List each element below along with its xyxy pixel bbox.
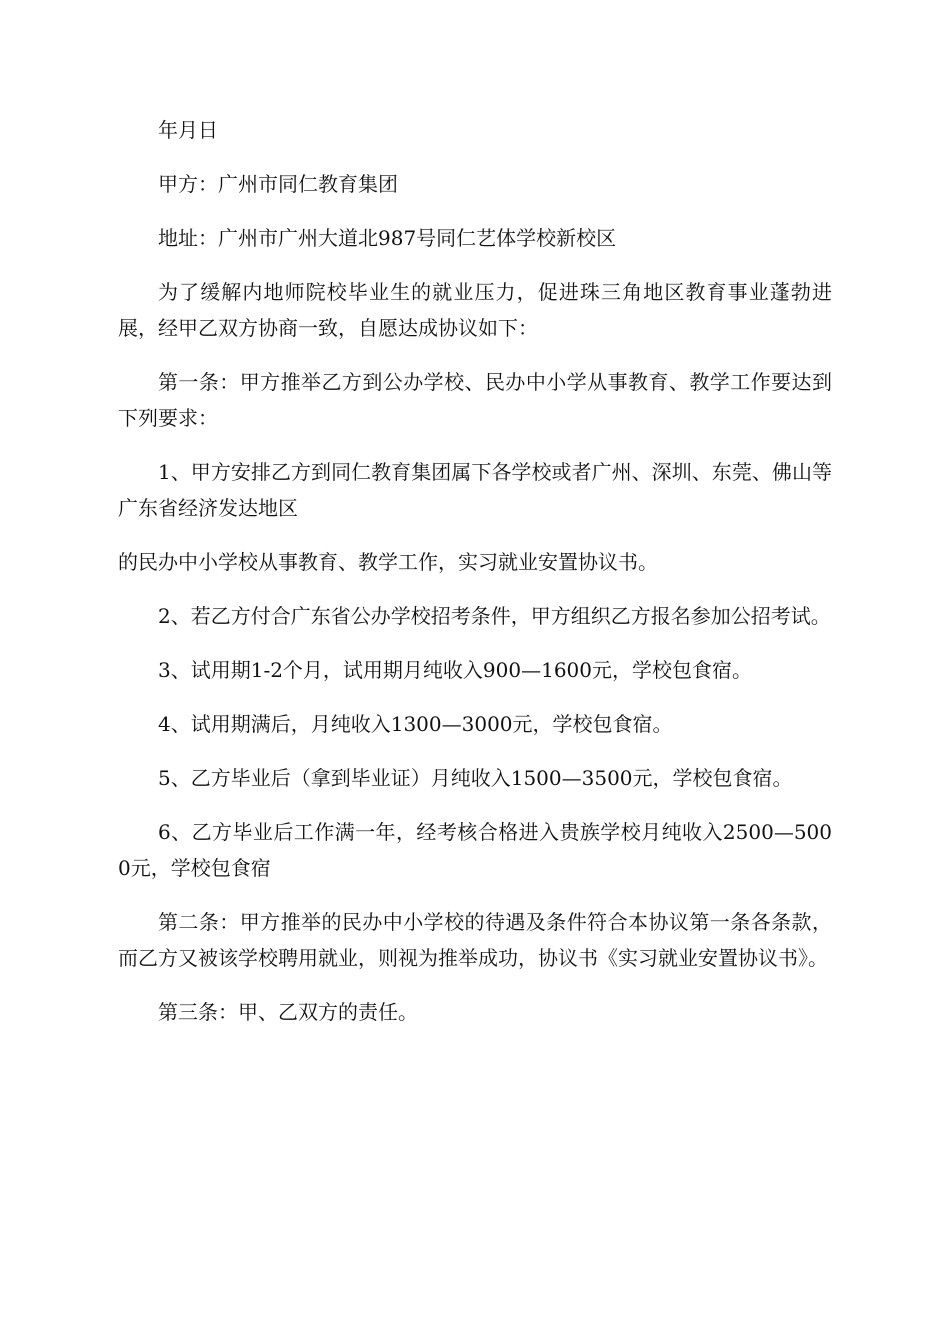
- article-3-heading: 第三条：甲、乙双方的责任。: [158, 1000, 418, 1024]
- address-line: 地址：广州市广州大道北987号同仁艺体学校新校区: [158, 226, 617, 250]
- party-a-line: 甲方：广州市同仁教育集团: [158, 172, 398, 196]
- article-2-paragraph: 第二条：甲方推举的民办中小学校的待遇及条件符合本协议第一条各条款，而乙方又被该学校聘用就业，则视为推举成功，协议书《实习就业安置协议书》。: [118, 910, 832, 970]
- article-1-item-4: 4、试用期满后，月纯收入1300—3000元，学校包食宿。: [158, 712, 673, 736]
- article-1-item-1-continued: 的民办中小学校从事教育、教学工作，实习就业安置协议书。: [118, 550, 658, 574]
- article-1-item-6: 6、乙方毕业后工作满一年，经考核合格进入贵族学校月纯收入2500—5000元，学校包食宿: [118, 820, 832, 880]
- article-1-item-2: 2、若乙方付合广东省公办学校招考条件，甲方组织乙方报名参加公招考试。: [158, 604, 831, 628]
- article-1-item-5: 5、乙方毕业后（拿到毕业证）月纯收入1500—3500元，学校包食宿。: [158, 766, 793, 790]
- date-line: 年月日: [158, 118, 218, 142]
- article-1-item-1: 1、甲方安排乙方到同仁教育集团属下各学校或者广州、深圳、东莞、佛山等广东省经济发达地区: [118, 460, 832, 520]
- document-body: [118, 112, 832, 1048]
- article-1-heading: 第一条：甲方推举乙方到公办学校、民办中小学从事教育、教学工作要达到下列要求：: [118, 370, 832, 430]
- article-1-item-3: 3、试用期1-2个月，试用期月纯收入900—1600元，学校包食宿。: [158, 658, 753, 682]
- preamble-paragraph: 为了缓解内地师院校毕业生的就业压力，促进珠三角地区教育事业蓬勃进展，经甲乙双方协商一致，自愿达成协议如下：: [118, 280, 832, 340]
